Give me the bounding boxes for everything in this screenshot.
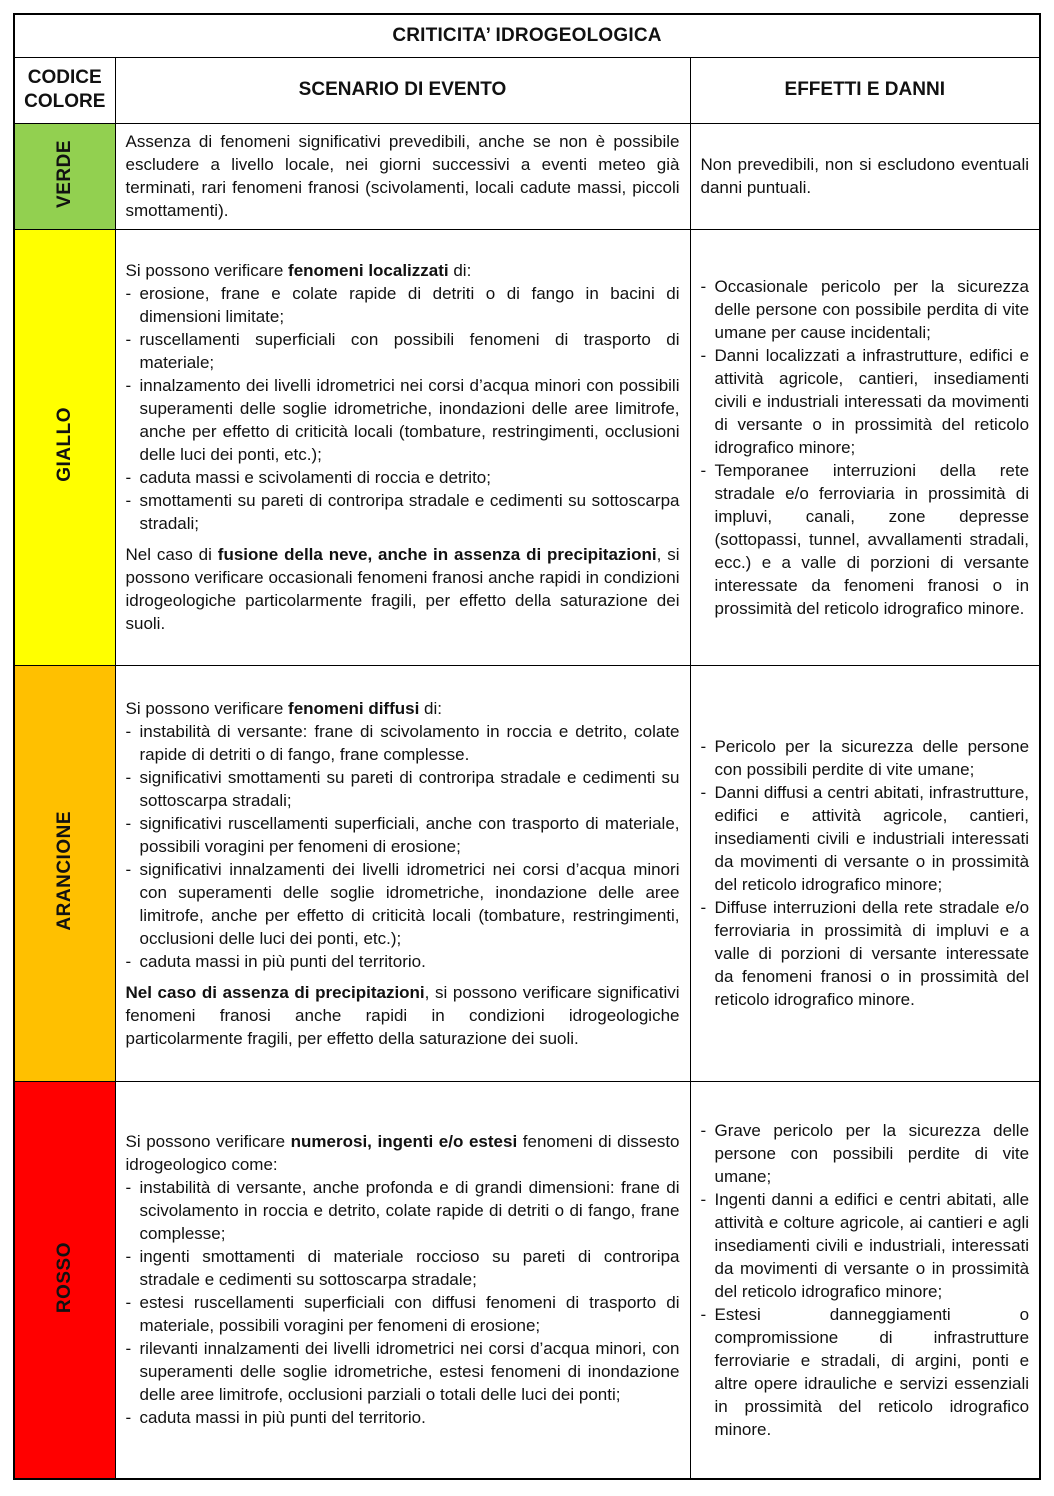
- bullet-item: [126, 466, 680, 489]
- bullet-text: caduta massi in più punti del territorio.: [139, 1408, 426, 1428]
- paragraph: Non prevedibili, non si escludono eventuali danni puntuali.: [700, 155, 1030, 197]
- bullet-item: [126, 812, 680, 858]
- bullet-marker: -: [700, 460, 707, 480]
- bullet-item: [701, 459, 1030, 620]
- bullet-text: Danni diffusi a centri abitati, infrastrutture, edifici e attività agricole, cantieri, insediamenti civili e industriali interessati da movimenti di versante o in prossimità del reticolo idrografico minore;: [714, 783, 1030, 894]
- bullet-marker: -: [125, 1339, 132, 1359]
- column-header-scenario-di-evento: SCENARIO DI EVENTO: [115, 57, 690, 123]
- effects-cell-giallo: [690, 229, 1040, 665]
- bullet-item: [701, 735, 1030, 781]
- bullet-text: Grave pericolo per la sicurezza delle persone con possibili perdite di vite umane;: [714, 1120, 1030, 1186]
- table-row-giallo: [14, 229, 1040, 665]
- bullet-marker: -: [700, 1304, 707, 1324]
- effects-cell-verde: [690, 123, 1040, 229]
- bullet-item: [701, 344, 1030, 459]
- color-code-label-giallo: GIALLO: [53, 407, 75, 482]
- bullet-marker: -: [125, 330, 132, 349]
- bullet-marker: -: [125, 1408, 132, 1428]
- bullet-item: [126, 766, 680, 812]
- table-body: [14, 123, 1040, 1479]
- bullet-text: significativi ruscellamenti superficiali, anche con trasporto di materiale, possibili voragini per fenomeni di erosione;: [139, 813, 680, 856]
- bullet-item: [126, 1337, 680, 1406]
- color-code-label-rosso: ROSSO: [53, 1241, 75, 1313]
- table-row-verde: [14, 123, 1040, 229]
- color-code-label-arancione: ARANCIONE: [53, 810, 75, 931]
- bullet-text: ruscellamenti superficiali con possibili fenomeni di trasporto di materiale;: [139, 330, 680, 372]
- bullet-text: significativi innalzamenti dei livelli idrometrici nei corsi d’acqua minori con superamenti delle soglie idrometriche, inondazione delle aree limitrofe, anche per effetto di criticità locali (tombature, restringimenti, occlusioni delle luci dei ponti, etc.);: [139, 859, 680, 948]
- bullet-item: [126, 489, 680, 535]
- bullet-text: erosione, frane e colate rapide di detriti o di fango in bacini di dimensioni limitate;: [139, 284, 680, 326]
- bullet-marker: -: [125, 951, 132, 971]
- bullet-item: [126, 374, 680, 466]
- paragraph: Si possono verificare fenomeni diffusi di:: [125, 698, 442, 718]
- bullet-item: [701, 1188, 1030, 1303]
- table-title: CRITICITA’ IDROGEOLOGICA: [14, 14, 1040, 57]
- bullet-marker: -: [700, 737, 707, 756]
- scenario-cell-arancione: [115, 665, 690, 1081]
- bullet-marker: -: [125, 1293, 132, 1313]
- bullet-marker: -: [700, 1120, 707, 1140]
- bullet-item: [126, 720, 680, 766]
- bullet-marker: -: [700, 1189, 707, 1209]
- bullet-item: [701, 1119, 1030, 1188]
- paragraph: Nel caso di fusione della neve, anche in assenza di precipitazioni, si possono verificare occasionali fenomeni franosi anche rapidi in condizioni idrogeologiche particolarmente fragili, per effetto della saturazione dei suoli.: [125, 545, 680, 633]
- bullet-item: [701, 1303, 1030, 1441]
- color-code-label-verde: VERDE: [53, 139, 75, 208]
- bullet-marker: -: [125, 1247, 132, 1267]
- table-row-arancione: [14, 665, 1040, 1081]
- bullet-text: Occasionale pericolo per la sicurezza delle persone con possibile perdita di vite umane per cause incidentali;: [714, 276, 1030, 342]
- bullet-text: Temporanee interruzioni della rete stradale e/o ferroviaria in prossimità di impluvi, canali, zone depresse (sottopassi, tunnel, avvallamenti stradali, ecc.) e a valle di porzioni di versante interessate da fenomeni franosi o in prossimità del reticolo idrografico minore.: [714, 460, 1030, 618]
- color-code-cell-rosso: [14, 1081, 115, 1479]
- bullet-marker: -: [125, 721, 132, 741]
- bullet-marker: -: [700, 276, 707, 296]
- bullet-item: [126, 1406, 680, 1429]
- bullet-item: [126, 328, 680, 374]
- bullet-item: [126, 1291, 680, 1337]
- bullet-marker: -: [125, 284, 132, 303]
- scenario-cell-giallo: [115, 229, 690, 665]
- color-code-cell-verde: [14, 123, 115, 229]
- color-code-cell-arancione: [14, 665, 115, 1081]
- header-row: [14, 57, 1040, 123]
- bullet-text: Ingenti danni a edifici e centri abitati, alle attività e colture agricole, ai cantieri e agli insediamenti civili e industriali, interessati da movimenti di versante o in prossimità del reticolo idrografico minore;: [714, 1189, 1030, 1301]
- bullet-marker: -: [125, 859, 132, 879]
- bullet-text: smottamenti su pareti di controripa stradale e cedimenti su sottoscarpa stradali;: [139, 491, 680, 533]
- bullet-text: caduta massi e scivolamenti di roccia e detrito;: [139, 468, 491, 487]
- color-code-cell-giallo: [14, 229, 115, 665]
- bullet-text: Pericolo per la sicurezza delle persone con possibili perdite di vite umane;: [714, 737, 1030, 779]
- bullet-marker: -: [125, 376, 132, 395]
- bullet-text: significativi smottamenti su pareti di controripa stradale e cedimenti su sottoscarpa stradali;: [139, 767, 680, 810]
- criticita-idrogeologica-table: [13, 13, 1041, 1480]
- bullet-text: rilevanti innalzamenti dei livelli idrometrici nei corsi d’acqua minori, con superamenti delle soglie idrometriche, estesi fenomeni di inondazione delle aree limitrofe, occlusioni parziali o totali delle luci dei ponti;: [139, 1339, 680, 1405]
- bullet-item: [701, 275, 1030, 344]
- bullet-text: Danni localizzati a infrastrutture, edifici e attività agricole, cantieri, insediamenti civili e industriali interessati da movimenti di versante o in prossimità del reticolo idrografico minore;: [714, 345, 1030, 457]
- bullet-item: [126, 1176, 680, 1245]
- bullet-text: ingenti smottamenti di materiale roccioso su pareti di controripa stradale e cedimenti su sottoscarpa stradale;: [139, 1247, 680, 1290]
- paragraph: Nel caso di assenza di precipitazioni, si possono verificare significativi fenomeni franosi anche rapidi in condizioni idrogeologiche particolarmente fragili, per effetto della saturazione dei suoli.: [125, 982, 680, 1048]
- bullet-marker: -: [125, 813, 132, 833]
- bullet-marker: -: [125, 767, 132, 787]
- scenario-cell-verde: [115, 123, 690, 229]
- paragraph: Assenza di fenomeni significativi prevedibili, anche se non è possibile escludere a livello locale, nei giorni successivi a eventi meteo già terminati, rari fenomeni franosi (scivolamenti, locali cadute massi, piccoli smottamenti).: [125, 132, 680, 220]
- bullet-marker: -: [700, 783, 707, 802]
- bullet-text: Estesi danneggiamenti o compromissione di infrastrutture ferroviarie e stradali, di argini, ponti e altre opere idrauliche e servizi essenziali in prossimità del reticolo idrografico minore.: [714, 1304, 1030, 1439]
- column-header-effetti-e-danni: EFFETTI E DANNI: [690, 57, 1040, 123]
- title-row: [14, 14, 1040, 57]
- column-header-codice-colore: CODICE COLORE: [14, 57, 115, 123]
- bullet-text: instabilità di versante, anche profonda e di grandi dimensioni: frane di scivolamento in roccia e detrito, colate rapide di detriti o di fango, frane complesse;: [139, 1178, 680, 1244]
- bullet-marker: -: [125, 468, 132, 487]
- effects-cell-arancione: [690, 665, 1040, 1081]
- bullet-item: [126, 282, 680, 328]
- effects-cell-rosso: [690, 1081, 1040, 1479]
- paragraph: Si possono verificare numerosi, ingenti e/o estesi fenomeni di dissesto idrogeologico come:: [125, 1132, 680, 1175]
- bullet-marker: -: [125, 491, 132, 510]
- bullet-item: [701, 896, 1030, 1011]
- bullet-item: [701, 781, 1030, 896]
- table-row-rosso: [14, 1081, 1040, 1479]
- bullet-text: Diffuse interruzioni della rete stradale e/o ferroviaria in prossimità di impluvi e a valle di porzioni di versante interessate da fenomeni franosi o in prossimità del reticolo idrografico minore.: [714, 898, 1030, 1009]
- bullet-marker: -: [700, 345, 707, 365]
- bullet-item: [126, 858, 680, 950]
- bullet-marker: -: [125, 1178, 132, 1198]
- bullet-item: [126, 1245, 680, 1291]
- bullet-text: estesi ruscellamenti superficiali con diffusi fenomeni di trasporto di materiale, possibili voragini per fenomeni di erosione;: [139, 1293, 680, 1336]
- bullet-text: instabilità di versante: frane di scivolamento in roccia e detrito, colate rapide di detriti o di fango, frane complesse.: [139, 721, 680, 764]
- bullet-text: caduta massi in più punti del territorio.: [139, 951, 426, 971]
- paragraph: Si possono verificare fenomeni localizzati di:: [125, 261, 472, 280]
- bullet-text: innalzamento dei livelli idrometrici nei corsi d’acqua minori con possibili superamenti delle soglie idrometriche, inondazioni delle aree limitrofe, anche per effetto di criticità locali (tombature, restringimenti, occlusioni delle luci dei ponti, etc.);: [139, 376, 680, 464]
- bullet-item: [126, 950, 680, 973]
- scenario-cell-rosso: [115, 1081, 690, 1479]
- bullet-marker: -: [700, 898, 707, 917]
